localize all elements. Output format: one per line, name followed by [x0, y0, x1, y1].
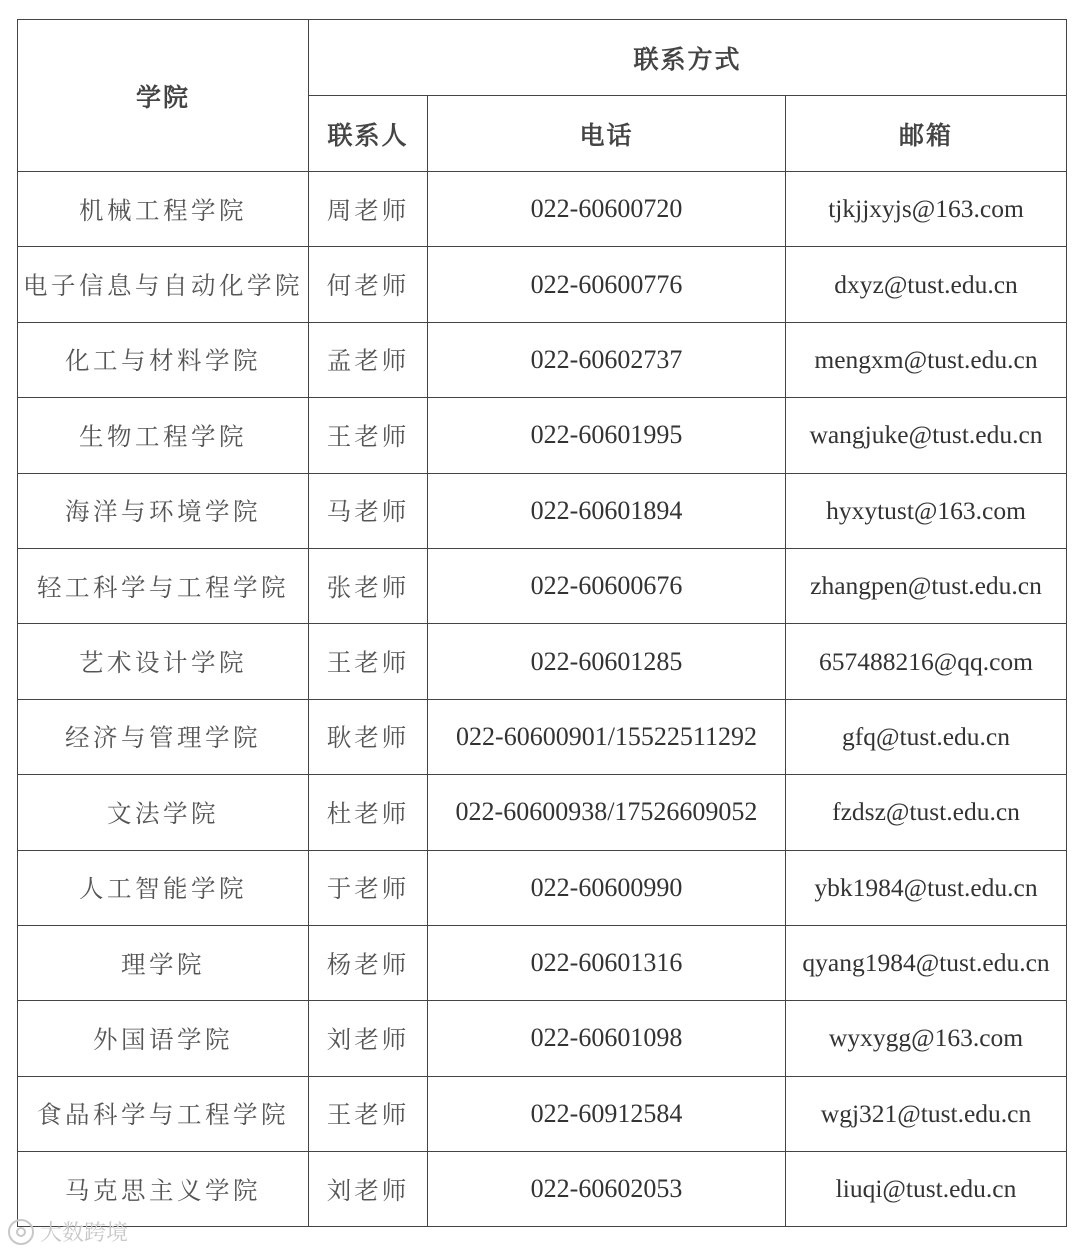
email-cell: gfq@tust.edu.cn: [786, 699, 1067, 774]
email-cell: wgj321@tust.edu.cn: [786, 1076, 1067, 1151]
table-row: [18, 1152, 1067, 1227]
email-cell: zhangpen@tust.edu.cn: [786, 548, 1067, 623]
person-header: 联系人: [309, 96, 428, 172]
person-cell: 张老师: [309, 548, 428, 623]
college-header: 学院: [18, 20, 309, 172]
person-cell: 王老师: [309, 624, 428, 699]
person-cell: 王老师: [309, 1076, 428, 1151]
table-row: [18, 247, 1067, 322]
email-cell: wyxygg@163.com: [786, 1001, 1067, 1076]
table-row: [18, 850, 1067, 925]
phone-cell: 022-60600901/15522511292: [428, 699, 786, 774]
email-cell: mengxm@tust.edu.cn: [786, 322, 1067, 397]
phone-cell: 022-60600776: [428, 247, 786, 322]
phone-cell: 022-60912584: [428, 1076, 786, 1151]
watermark-text: 大数跨境: [40, 1221, 129, 1246]
email-header: 邮箱: [786, 96, 1067, 172]
college-cell: 化工与材料学院: [18, 322, 309, 397]
phone-cell: 022-60601098: [428, 1001, 786, 1076]
email-cell: 657488216@qq.com: [786, 624, 1067, 699]
email-cell: tjkjjxyjs@163.com: [786, 172, 1067, 247]
email-cell: hyxytust@163.com: [786, 473, 1067, 548]
email-cell: wangjuke@tust.edu.cn: [786, 398, 1067, 473]
person-cell: 于老师: [309, 850, 428, 925]
table-row: [18, 1076, 1067, 1151]
table-row: [18, 548, 1067, 623]
email-cell: qyang1984@tust.edu.cn: [786, 925, 1067, 1000]
college-cell: 文法学院: [18, 775, 309, 850]
table-row: [18, 172, 1067, 247]
person-cell: 杜老师: [309, 775, 428, 850]
table-body: [18, 172, 1067, 1227]
person-cell: 王老师: [309, 398, 428, 473]
college-cell: 海洋与环境学院: [18, 473, 309, 548]
college-cell: 理学院: [18, 925, 309, 1000]
college-cell: 生物工程学院: [18, 398, 309, 473]
table-row: [18, 699, 1067, 774]
person-cell: 周老师: [309, 172, 428, 247]
phone-cell: 022-60600676: [428, 548, 786, 623]
table-row: [18, 775, 1067, 850]
email-cell: liuqi@tust.edu.cn: [786, 1152, 1067, 1227]
phone-header: 电话: [428, 96, 786, 172]
phone-cell: 022-60601316: [428, 925, 786, 1000]
person-cell: 刘老师: [309, 1001, 428, 1076]
phone-cell: 022-60601285: [428, 624, 786, 699]
phone-cell: 022-60601894: [428, 473, 786, 548]
table-row: [18, 398, 1067, 473]
table-row: [18, 1001, 1067, 1076]
email-cell: dxyz@tust.edu.cn: [786, 247, 1067, 322]
person-cell: 杨老师: [309, 925, 428, 1000]
phone-cell: 022-60600990: [428, 850, 786, 925]
college-cell: 马克思主义学院: [18, 1152, 309, 1227]
person-cell: 孟老师: [309, 322, 428, 397]
email-cell: fzdsz@tust.edu.cn: [786, 775, 1067, 850]
college-cell: 轻工科学与工程学院: [18, 548, 309, 623]
college-cell: 机械工程学院: [18, 172, 309, 247]
table-row: [18, 322, 1067, 397]
college-cell: 外国语学院: [18, 1001, 309, 1076]
contact-group-header: 联系方式: [309, 20, 1067, 96]
email-cell: ybk1984@tust.edu.cn: [786, 850, 1067, 925]
college-cell: 人工智能学院: [18, 850, 309, 925]
table-row: [18, 473, 1067, 548]
college-cell: 电子信息与自动化学院: [18, 247, 309, 322]
person-cell: 何老师: [309, 247, 428, 322]
phone-cell: 022-60602053: [428, 1152, 786, 1227]
phone-cell: 022-60600720: [428, 172, 786, 247]
person-cell: 耿老师: [309, 699, 428, 774]
watermark-logo-icon: [8, 1219, 34, 1245]
table-row: [18, 624, 1067, 699]
phone-cell: 022-60602737: [428, 322, 786, 397]
table-row: [18, 925, 1067, 1000]
header-row-1: [18, 20, 1067, 96]
phone-cell: 022-60601995: [428, 398, 786, 473]
college-cell: 艺术设计学院: [18, 624, 309, 699]
contacts-table: [17, 19, 1067, 1227]
person-cell: 马老师: [309, 473, 428, 548]
college-cell: 经济与管理学院: [18, 699, 309, 774]
phone-cell: 022-60600938/17526609052: [428, 775, 786, 850]
watermark: [8, 1216, 128, 1247]
person-cell: 刘老师: [309, 1152, 428, 1227]
college-cell: 食品科学与工程学院: [18, 1076, 309, 1151]
